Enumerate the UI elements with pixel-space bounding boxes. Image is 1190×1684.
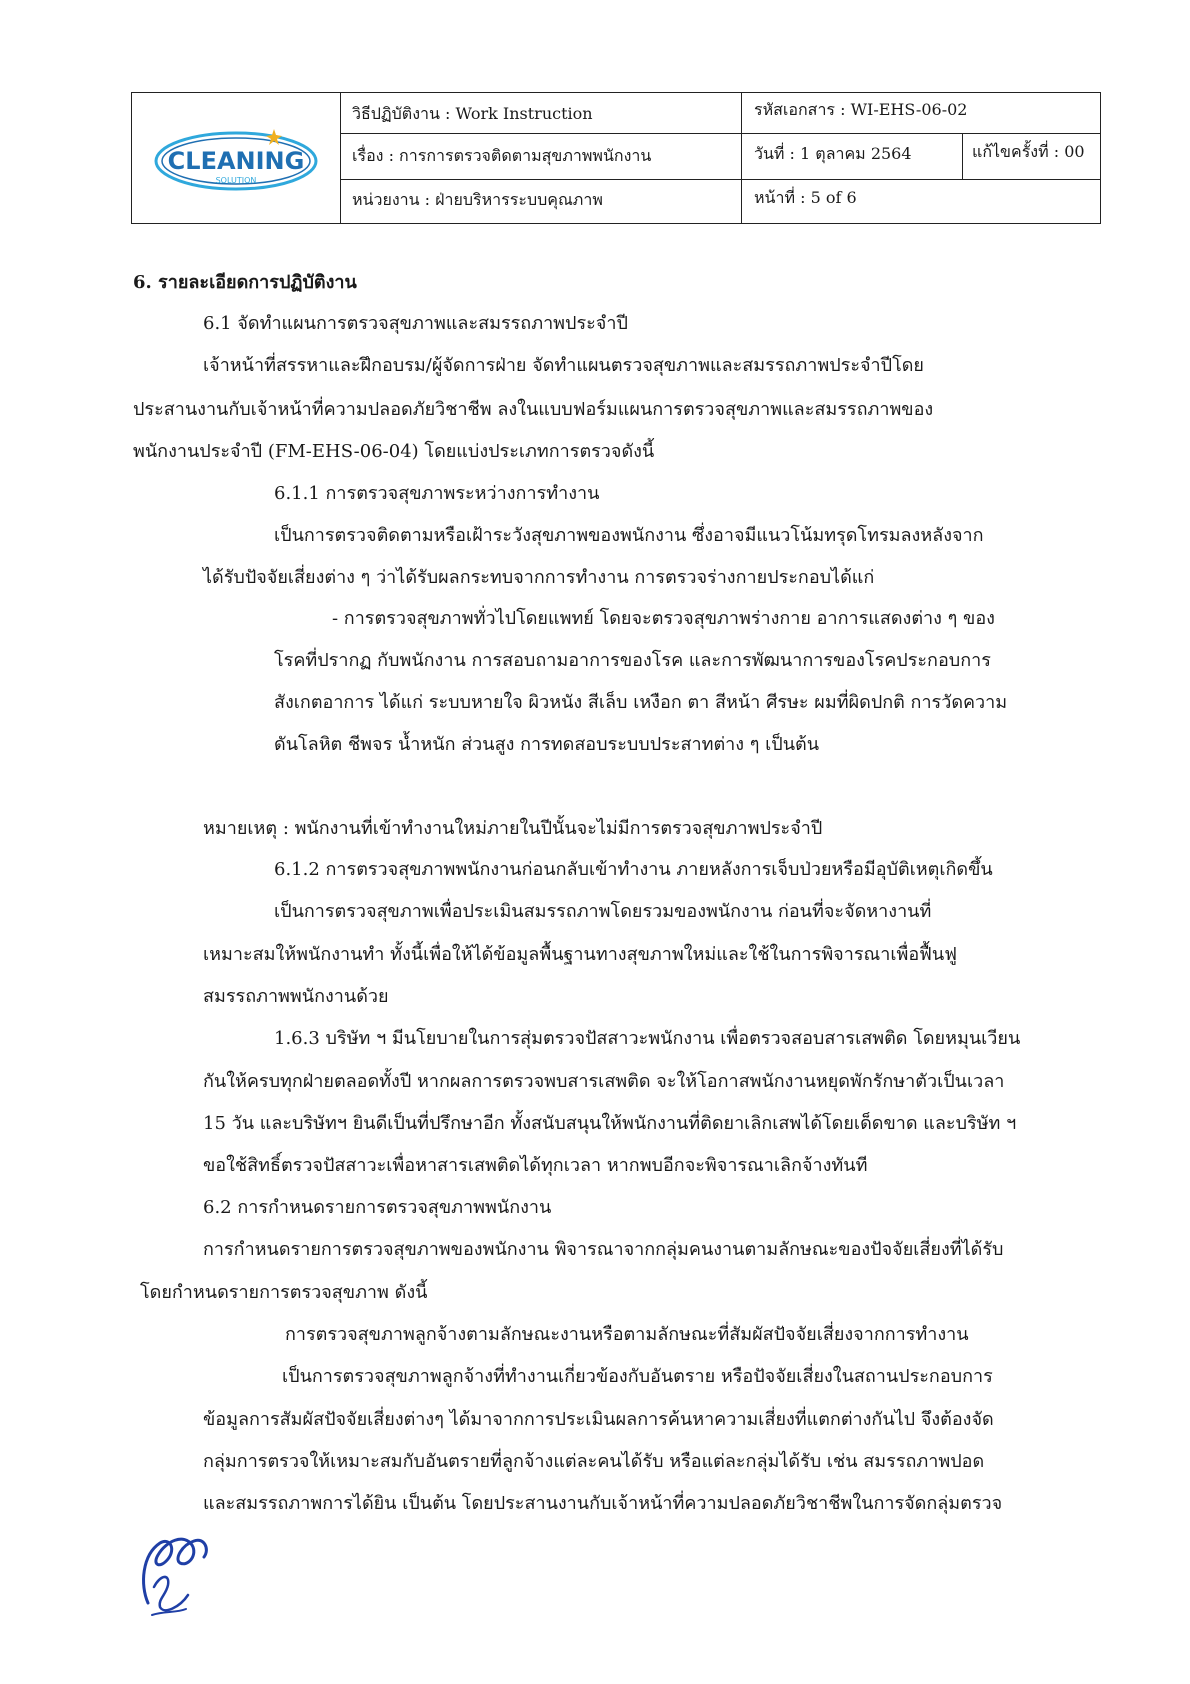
section-6-title: 6. รายละเอียดการปฏิบัติงาน bbox=[133, 272, 357, 293]
doc-code-label: รหัสเอกสาร : WI-EHS-06-02 bbox=[754, 100, 968, 119]
note-text: หมายเหตุ : พนักงานที่เข้าทำงานใหม่ภายในปีนั้นจะไม่มีการตรวจสุขภาพประจำปี bbox=[203, 818, 823, 839]
logo-main-text: CLEANING bbox=[167, 147, 305, 175]
paragraph: เหมาะสมให้พนักงานทำ ทั้งนี้เพื่อให้ได้ข้อมูลพื้นฐานทางสุขภาพใหม่และใช้ในการพิจารณาเพื่อฟื้นฟู bbox=[203, 944, 957, 965]
section-6-1-title: 6.1 จัดทำแผนการตรวจสุขภาพและสมรรถภาพประจำปี bbox=[203, 313, 628, 334]
paragraph: สังเกตอาการ ได้แก่ ระบบหายใจ ผิวหนัง สีเล็บ เหงือก ตา สีหน้า ศีรษะ ผมที่ผิดปกติ การวัดความ bbox=[274, 692, 1008, 713]
document-header-table bbox=[131, 92, 1101, 224]
page-number-label: หน้าที่ : 5 of 6 bbox=[754, 188, 857, 207]
paragraph: ประสานงานกับเจ้าหน้าที่ความปลอดภัยวิชาชีพ ลงในแบบฟอร์มแผนการตรวจสุขภาพและสมรรถภาพของ bbox=[133, 399, 934, 420]
section-6-1-2-title: 6.1.2 การตรวจสุขภาพพนักงานก่อนกลับเข้าทำงาน ภายหลังการเจ็บป่วยหรือมีอุบัติเหตุเกิดขึ้น bbox=[274, 859, 993, 880]
logo-sub-text: SOLUTION bbox=[215, 176, 257, 185]
paragraph: โดยกำหนดรายการตรวจสุขภาพ ดังนี้ bbox=[140, 1282, 428, 1303]
paragraph: 15 วัน และบริษัทฯ ยินดีเป็นที่ปรึกษาอีก ทั้งสนับสนุนให้พนักงานที่ติดยาเลิกเสพได้โดยเด็ดขาด และบริษัท ฯ bbox=[203, 1113, 1017, 1134]
paragraph: สมรรถภาพพนักงานด้วย bbox=[203, 986, 389, 1007]
department-label: หน่วยงาน : ฝ่ายบริหารระบบคุณภาพ bbox=[352, 190, 603, 209]
paragraph: กันให้ครบทุกฝ่ายตลอดทั้งปี หากผลการตรวจพบสารเสพติด จะให้โอกาสพนักงานหยุดพักรักษาตัวเป็นเวลา bbox=[203, 1071, 1005, 1092]
paragraph: กลุ่มการตรวจให้เหมาะสมกับอันตรายที่ลูกจ้างแต่ละคนได้รับ หรือแต่ละกลุ่มได้รับ เช่น สมรรถภาพปอด bbox=[203, 1451, 985, 1472]
paragraph: เป็นการตรวจติดตามหรือเฝ้าระวังสุขภาพของพนักงาน ซึ่งอาจมีแนวโน้มทรุดโทรมลงหลังจาก bbox=[274, 525, 984, 546]
paragraph: ดันโลหิต ชีพจร น้ำหนัก ส่วนสูง การทดสอบระบบประสาทต่าง ๆ เป็นต้น bbox=[274, 734, 820, 755]
revision-label: แก้ไขครั้งที่ : 00 bbox=[972, 142, 1085, 161]
section-1-6-3-paragraph: 1.6.3 บริษัท ฯ มีนโยบายในการสุ่มตรวจปัสสาวะพนักงาน เพื่อตรวจสอบสารเสพติด โดยหมุนเวียน bbox=[274, 1028, 1021, 1049]
bullet-item: - การตรวจสุขภาพทั่วไปโดยแพทย์ โดยจะตรวจสุขภาพร่างกาย อาการแสดงต่าง ๆ ของ bbox=[332, 608, 995, 629]
company-logo bbox=[150, 123, 322, 195]
subject-label: เรื่อง : การการตรวจติดตามสุขภาพพนักงาน bbox=[352, 146, 652, 165]
effective-date-label: วันที่ : 1 ตุลาคม 2564 bbox=[754, 144, 912, 163]
handwritten-signature-icon bbox=[130, 1515, 230, 1625]
paragraph: การกำหนดรายการตรวจสุขภาพของพนักงาน พิจารณาจากกลุ่มคนงานตามลักษณะของปัจจัยเสี่ยงที่ได้รับ bbox=[203, 1239, 1004, 1260]
paragraph: เป็นการตรวจสุขภาพลูกจ้างที่ทำงานเกี่ยวข้องกับอันตราย หรือปัจจัยเสี่ยงในสถานประกอบการ bbox=[282, 1366, 993, 1387]
paragraph: ได้รับปัจจัยเสี่ยงต่าง ๆ ว่าได้รับผลกระทบจากการทำงาน การตรวจร่างกายประกอบได้แก่ bbox=[203, 567, 875, 588]
paragraph: ขอใช้สิทธิ์ตรวจปัสสาวะเพื่อหาสารเสพติดได้ทุกเวลา หากพบอีกจะพิจารณาเลิกจ้างทันที bbox=[203, 1155, 868, 1176]
paragraph: เป็นการตรวจสุขภาพเพื่อประเมินสมรรถภาพโดยรวมของพนักงาน ก่อนที่จะจัดหางานที่ bbox=[274, 901, 932, 922]
paragraph: พนักงานประจำปี (FM-EHS-06-04) โดยแบ่งประเภทการตรวจดังนี้ bbox=[133, 441, 655, 462]
subheading: การตรวจสุขภาพลูกจ้างตามลักษณะงานหรือตามลักษณะที่สัมผัสปัจจัยเสี่ยงจากการทำงาน bbox=[285, 1324, 969, 1345]
paragraph: โรคที่ปรากฏ กับพนักงาน การสอบถามอาการของโรค และการพัฒนาการของโรคประกอบการ bbox=[274, 650, 991, 671]
paragraph: ข้อมูลการสัมผัสปัจจัยเสี่ยงต่างๆ ได้มาจากการประเมินผลการค้นหาความเสี่ยงที่แตกต่างกันไป จึงต้องจัด bbox=[203, 1409, 994, 1430]
section-6-2-title: 6.2 การกำหนดรายการตรวจสุขภาพพนักงาน bbox=[203, 1197, 552, 1218]
paragraph: เจ้าหน้าที่สรรหาและฝึกอบรม/ผู้จัดการฝ่าย จัดทำแผนตรวจสุขภาพและสมรรถภาพประจำปีโดย bbox=[203, 355, 924, 376]
section-6-1-1-title: 6.1.1 การตรวจสุขภาพระหว่างการทำงาน bbox=[274, 483, 600, 504]
doc-type-label: วิธีปฏิบัติงาน : Work Instruction bbox=[352, 104, 593, 123]
paragraph: และสมรรถภาพการได้ยิน เป็นต้น โดยประสานงานกับเจ้าหน้าที่ความปลอดภัยวิชาชีพในการจัดกลุ่มตรวจ bbox=[203, 1493, 1003, 1514]
cleaning-solution-logo-icon bbox=[150, 123, 322, 195]
